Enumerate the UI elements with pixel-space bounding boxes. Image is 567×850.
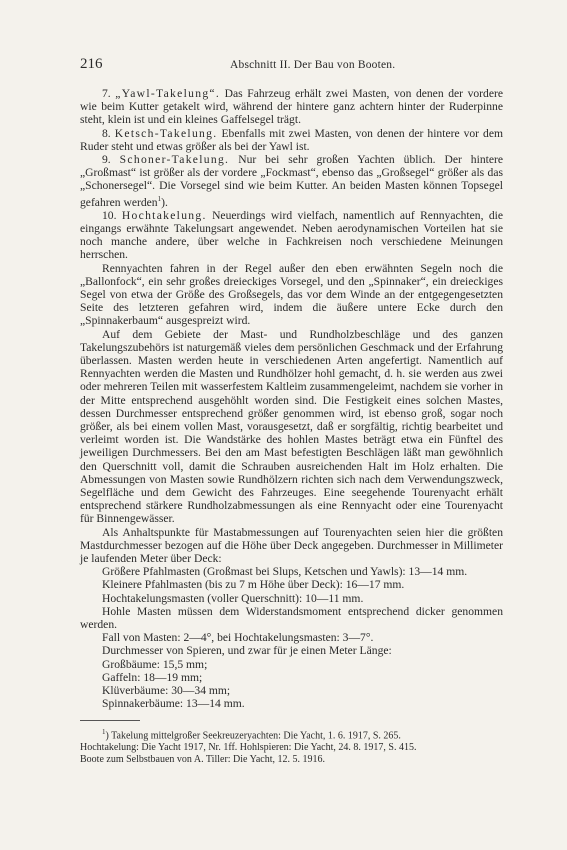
paragraph-yawl — [80, 87, 503, 127]
list-item: Spinnakerbäume: 13—14 mm. — [102, 697, 245, 711]
list-item: Klüverbäume: 30—34 mm; — [102, 684, 231, 697]
text-schoner: Nur bei sehr großen Yachten üblich. Der hintere „Großmast“ ist größer als der vordere „Fockmast“, ebenso das „Großsegel“ größer als das „Schonersegel“. Die Vorsegel sind wie beim Kutter. An beiden Masten können Topsegel gefahren werden — [80, 153, 503, 209]
paragraph-mastbeschlaege: Auf dem Gebiete der Mast- und Rundholzbeschläge und des ganzen Takelungszubehörs ist naturgemäß vieles dem persönlichen Geschmack und der Erfahrung überlassen. Masten werden heute in verschiedenen Arten angefertigt. Namentlich auf Rennyachten werden die Masten und Rundhölzer hohl gemacht, d. h. sie werden aus zwei oder mehreren Teilen mit wasserfestem Kaltleim zusammengeleimt, nachdem sie vorher in der Mitte entsprechend ausgehöhlt worden sind. Die Festigkeit eines solchen Mastes, dessen Durchmesser entsprechend größer genommen wird, ist ebenso groß, sogar noch größer, als bei einem vollen Mast, vorausgesetzt, daß er sorgfältig, richtig bearbeitet und verleimt worden ist. Die Wandstärke des hohlen Mastes beträgt etwa ein Fünftel des jeweiligen Durchmessers. Bei den am Mast befestigten Beschlägen läßt man gewöhnlich den Querschnitt voll, damit die Schrauben ausreichenden Halt im Holz erhalten. Die Abmessungen von Masten sowie Rundhölzern richten sich nach dem Verwendungszweck, Segelfläche und dem Gewicht des Fahrzeuges. Eine seegehende Tourenyacht erhält entsprechend stärkere Rundholzabmessungen als eine Rennyacht oder eine Tourenyacht für Binnengewässer. — [80, 327, 503, 526]
body-text — [80, 87, 503, 565]
paragraph-hochtakelung — [80, 209, 503, 262]
footnote-ref: 1 — [157, 194, 162, 203]
page-header — [80, 56, 503, 73]
term-hochtakelung: Hochtakelung. — [121, 208, 207, 222]
paragraph-rennyachten: Rennyachten fahren in der Regel außer den eben erwähnten Segeln noch die „Ballonfock“, ein sehr großes dreieckiges Vorsegel, und den „Spinnaker“, ein dreieckiges Segel von etwa der Größe des Großsegels, das vor dem Winde an der entgegengesetzten Seite des letzteren gefahren wird, indem die äußere untere Ecke durch den „Spinnakerbaum“ ausgespreizt wird. — [80, 261, 503, 328]
running-head: Abschnitt II. Der Bau von Booten. — [230, 59, 396, 71]
term-ketsch: Ketsch-Takelung. — [114, 126, 218, 140]
footnote-text: ) Takelung mittelgroßer Seekreuzeryachten: Die Yacht, 1. 6. 1917, S. 265. — [105, 730, 401, 742]
item-number: 7. — [102, 87, 111, 100]
item-number: 10. — [102, 208, 117, 222]
item-number: 8. — [102, 126, 111, 140]
paragraph-schoner — [80, 153, 503, 209]
page-number: 216 — [80, 56, 103, 72]
term-schoner: Schoner-Takelung. — [119, 153, 230, 167]
item-number: 9. — [102, 153, 111, 167]
footnote-mark: 1 — [102, 728, 106, 737]
paragraph-anhaltspunkte: Als Anhaltspunkte für Mastabmessungen auf Tourenyachten seien hier die größten Mastdurchmesser bezogen auf die Höhe über Deck angegeben. Durchmesser in Millimeter je laufenden Meter über Deck: — [80, 525, 503, 565]
text-hochtakelung: Neuerdings wird vielfach, namentlich auf Rennyachten, die eingangs erwähnte Takelungsart angewendet. Neben aerodynamischen Vorteilen hat sie noch manche andere, über welche in Fachkreisen noch verschiedene Meinungen herrschen. — [80, 208, 503, 262]
text-end: ). — [161, 195, 168, 209]
footnotes — [80, 727, 503, 765]
term-yawl: „Yawl-Takelung“. — [115, 87, 221, 100]
footnote-line — [80, 727, 503, 742]
footnote-line: Boote zum Selbstbauen von A. Tiller: Die Yacht, 12. 5. 1916. — [80, 753, 325, 765]
list-item: Durchmesser von Spieren, und zwar für je einen Meter Länge: — [102, 644, 392, 658]
list-item: Kleinere Pfahlmasten (bis zu 7 m Höhe über Deck): 16—17 mm. — [102, 578, 405, 592]
paragraph-ketsch — [80, 127, 503, 153]
text-yawl: Das Fahrzeug erhält zwei Masten, von denen der vordere wie beim Kutter getakelt wird, während der hintere ganz achtern hinter der Ruderpinne steht, klein ist und ein kleines Gaffelsegel trägt. — [80, 87, 503, 127]
text-ketsch: Ebenfalls mit zwei Masten, von denen der hintere vor dem Ruder steht und etwas größer als bei der Yawl ist. — [80, 126, 503, 153]
list-item: Großbäume: 15,5 mm; — [102, 657, 208, 671]
footnote-divider — [80, 720, 140, 721]
list-item: Hochtakelungsmasten (voller Querschnitt): 10—11 mm. — [102, 591, 364, 605]
list-item: Gaffeln: 18—19 mm; — [102, 670, 203, 684]
list-item: Größere Pfahlmasten (Großmast bei Slups, Ketschen und Yawls): 13—14 mm. — [102, 565, 468, 579]
list-item: Hohle Masten müssen dem Widerstandsmoment entsprechend dicker genommen werden. — [80, 604, 503, 631]
list-item: Fall von Masten: 2—4°, bei Hochtakelungsmasten: 3—7°. — [102, 631, 374, 645]
dimension-list — [80, 565, 503, 710]
footnote-line: Hochtakelung: Die Yacht 1917, Nr. 1ff. Hohlspieren: Die Yacht, 24. 8. 1917, S. 415. — [80, 742, 417, 754]
